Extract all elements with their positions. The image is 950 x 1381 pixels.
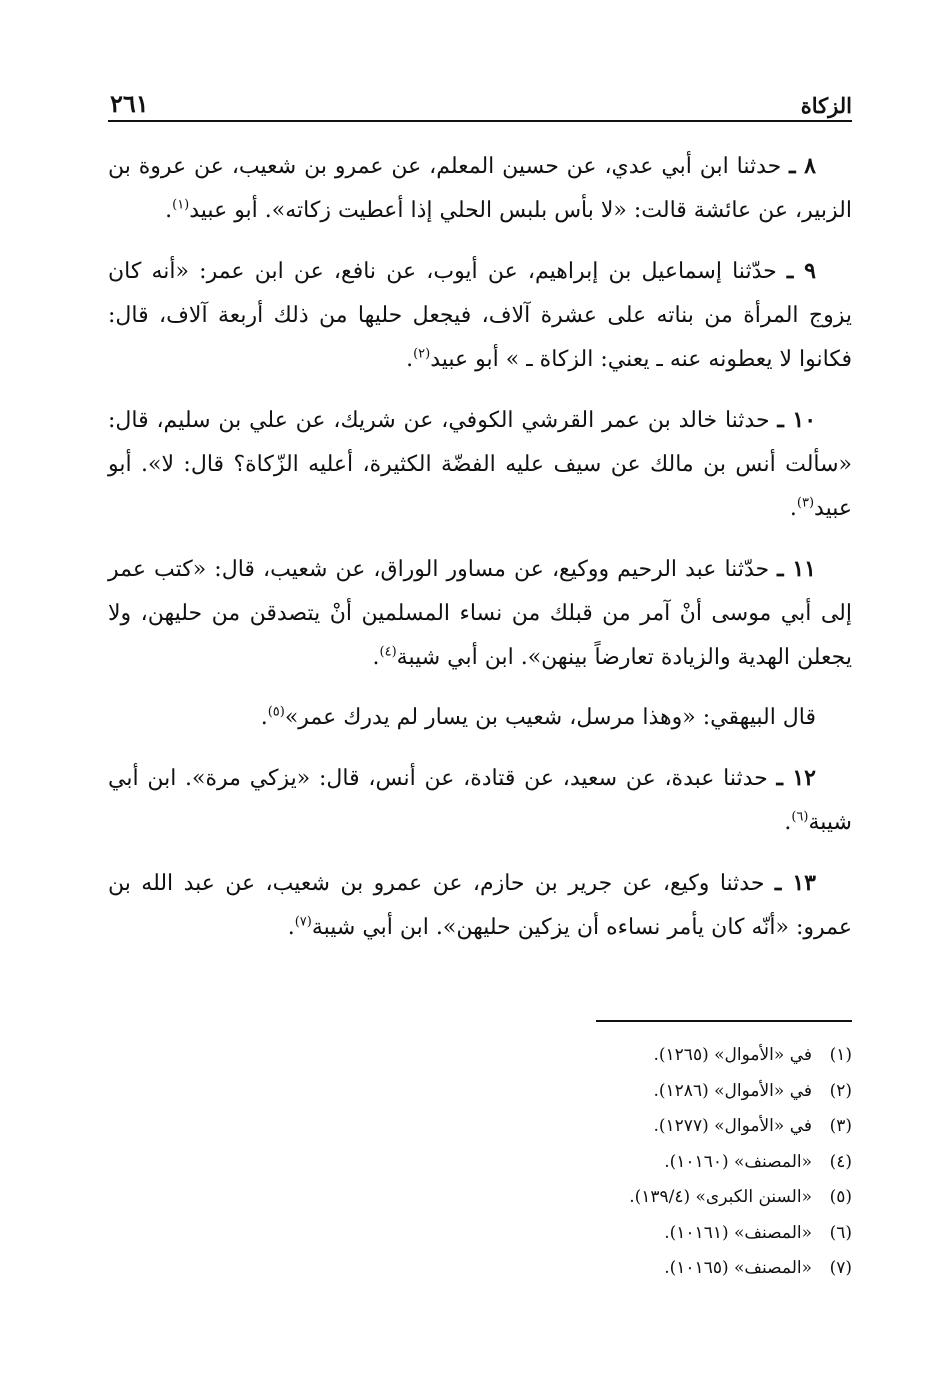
entry-number: ٨ ـ [789,153,816,179]
entry-number: ١٢ ـ [776,765,816,791]
page-header [108,78,852,122]
footnote-item [108,1038,852,1074]
footnote-number: (٦) [829,1222,852,1243]
footnote-ref[interactable]: (٢) [413,346,431,362]
hadith-entry [108,144,852,233]
footnote-number: (٢) [829,1080,852,1101]
footnote-ref[interactable]: (١) [172,197,190,213]
entry-tail: . [372,645,380,670]
entry-tail: . [165,198,173,223]
footnote-ref[interactable]: (٧) [294,914,312,930]
entry-text: حدثنا ابن أبي عدي، عن حسين المعلم، عن عمرو بن شعيب، عن عروة بن الزبير، عن عائشة قالت: «لا بأس بلبس الحلي إذا أعطيت زكاته». أبو عبيد [108,154,852,223]
footnote-text: في «الأموال» (١٢٧٧). [653,1116,812,1136]
entry-text: حدّثنا إسماعيل بن إبراهيم، عن أيوب، عن نافع، عن ابن عمر: «أنه كان يزوج المرأة من بناته على عشرة آلاف، فيجعل حليها من ذلك أربعة آلاف، قال: فكانوا لا يعطونه عنه ـ يعني: الزكاة ـ » أبو عبيد [108,259,852,372]
page-body [108,78,852,966]
footnote-text: في «الأموال» (١٢٦٥). [653,1045,812,1065]
entry-tail: . [260,705,268,730]
page-number: ٢٦١ [110,89,149,118]
footnote-text: «السنن الكبرى» (١٣٩/٤). [629,1187,812,1207]
hadith-list [108,144,852,950]
entry-text: حدّثنا عبد الرحيم ووكيع، عن مساور الوراق، عن شعيب، قال: «كتب عمر إلى أبي موسى أنْ آمر من قبلك من نساء المسلمين أنْ يتصدقن من حليهن، ولا يجعلن الهدية والزيادة تعارضاً بينهن». ابن أبي شيبة [108,557,852,670]
entry-text: حدثنا خالد بن عمر القرشي الكوفي، عن شريك، عن علي بن سليم، قال: «سألت أنس بن مالك عن سيف عليه الفضّة الكثيرة، أعليه الزّكاة؟ قال: لا». أبو عبيد [108,408,853,521]
commentary-entry [108,696,852,740]
hadith-entry [108,547,852,680]
hadith-entry [108,398,852,531]
footnote-number: (٧) [829,1258,852,1278]
entry-tail: . [406,347,414,372]
entry-tail: . [789,496,797,521]
footnote-ref[interactable]: (٥) [267,704,285,720]
entry-text: قال البيهقي: «وهذا مرسل، شعيب بن يسار لم يدرك عمر» [284,705,816,730]
entry-text: حدثنا عبدة، عن سعيد، عن قتادة، عن أنس، قال: «يزكي مرة». ابن أبي شيبة [108,766,852,835]
footnote-text: «المصنف» (١٠١٦٠). [664,1151,812,1172]
hadith-entry [108,249,852,382]
entry-text: حدثنا وكيع، عن جرير بن حازم، عن عمرو بن شعيب، عن عبد الله بن عمرو: «أنّه كان يأمر نساءه أن يزكين حليهن». ابن أبي شيبة [108,871,852,940]
footnote-number: (٤) [829,1151,852,1172]
running-title: الزكاة [800,93,852,118]
footnote-ref[interactable]: (٦) [791,809,809,825]
footnote-divider [596,1020,852,1022]
footnote-number: (١) [829,1045,852,1065]
entry-number: ١٠ ـ [777,407,817,433]
footnote-number: (٥) [829,1187,852,1207]
entry-number: ١٣ ـ [774,870,816,896]
footnote-item [108,1109,852,1145]
footnote-item [108,1216,852,1252]
entry-tail: . [287,915,295,940]
footnote-item [108,1251,852,1287]
hadith-entry [108,756,852,845]
footnote-item [108,1180,852,1216]
footnote-text: «المصنف» (١٠١٦٥). [664,1258,812,1278]
entry-number: ٩ ـ [786,258,816,284]
entry-number: ١١ ـ [777,556,816,582]
footnote-ref[interactable]: (٣) [796,495,815,511]
footnote-text: «المصنف» (١٠١٦١). [664,1222,812,1243]
entry-tail: . [784,810,792,835]
footnote-item [108,1145,852,1181]
footnote-item [108,1074,852,1110]
footnote-ref[interactable]: (٤) [379,644,397,660]
footnote-number: (٣) [829,1116,852,1136]
footnotes [108,1020,852,1287]
hadith-entry [108,861,852,950]
footnote-text: في «الأموال» (١٢٨٦). [653,1080,812,1101]
